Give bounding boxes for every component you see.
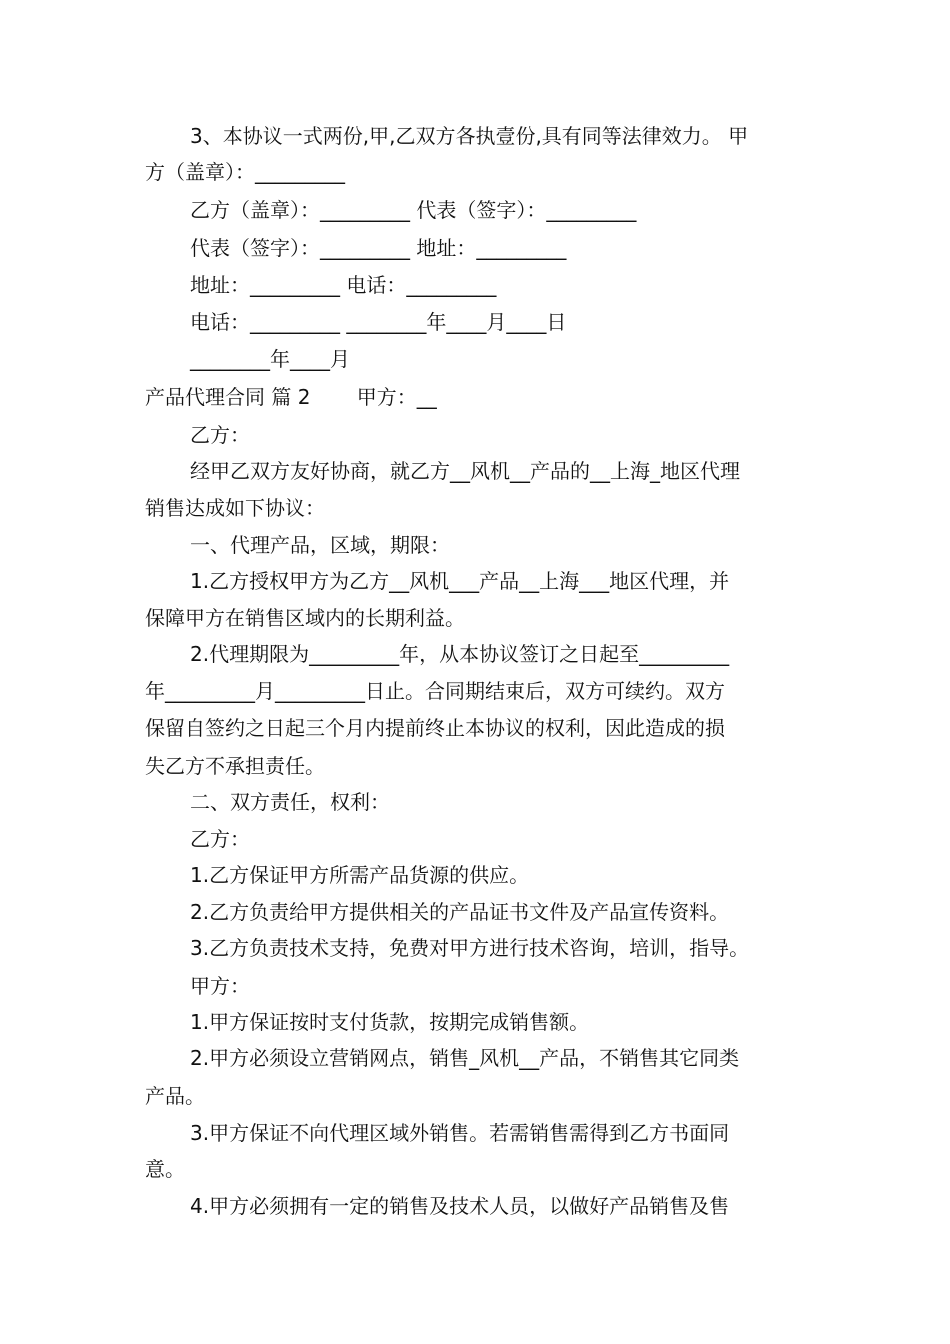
text-line: 一、代理产品，区域，期限：: [190, 533, 450, 557]
text-line: 乙方：: [190, 423, 250, 447]
text-line: 保障甲方在销售区域内的长期利益。: [145, 606, 465, 630]
text-line: 意。: [145, 1157, 185, 1181]
text-line: 1.乙方授权甲方为乙方__风机___产品__上海___地区代理，并: [190, 569, 730, 593]
text-line: 3.甲方保证不向代理区域外销售。若需销售需得到乙方书面同: [190, 1121, 730, 1145]
text-line: 方（盖章）：_________: [145, 160, 345, 184]
text-line: 失乙方不承担责任。: [145, 754, 325, 778]
text-line: 乙方：: [190, 827, 250, 851]
section-heading: 产品代理合同 篇 2 甲方：__: [145, 385, 437, 409]
text-line: 乙方（盖章）：_________ 代表（签字）：_________: [190, 198, 637, 222]
text-line: 保留自签约之日起三个月内提前终止本协议的权利，因此造成的损: [145, 716, 725, 740]
text-line: 2.乙方负责给甲方提供相关的产品证书文件及产品宣传资料。: [190, 900, 730, 924]
text-line: 二、双方责任，权利：: [190, 790, 390, 814]
text-line: 电话：_________ ________年____月____日: [190, 310, 567, 334]
text-line: 产品。: [145, 1084, 205, 1108]
text-line: ________年____月: [190, 347, 350, 371]
text-line: 2.代理期限为_________年，从本协议签订之日起至_________: [190, 642, 730, 666]
text-line: 年_________月_________日止。合同期结束后，双方可续约。双方: [145, 679, 725, 703]
text-line: 3.乙方负责技术支持，免费对甲方进行技术咨询，培训，指导。: [190, 936, 750, 960]
text-line: 4.甲方必须拥有一定的销售及技术人员，以做好产品销售及售: [190, 1194, 730, 1218]
text-line: 销售达成如下协议：: [145, 496, 325, 520]
text-line: 甲方：: [190, 974, 250, 998]
text-line: 经甲乙双方友好协商，就乙方__风机__产品的__上海_地区代理: [190, 459, 740, 483]
text-line: 地址：_________ 电话：_________: [190, 273, 497, 297]
text-line: 2.甲方必须设立营销网点，销售_风机__产品，不销售其它同类: [190, 1046, 740, 1070]
text-line: 代表（签字）：_________ 地址：_________: [190, 236, 567, 260]
text-line: 1.甲方保证按时支付货款，按期完成销售额。: [190, 1010, 590, 1034]
text-line: 1.乙方保证甲方所需产品货源的供应。: [190, 863, 530, 887]
text-line: 3、本协议一式两份,甲,乙双方各执壹份,具有同等法律效力。 甲: [190, 124, 749, 148]
